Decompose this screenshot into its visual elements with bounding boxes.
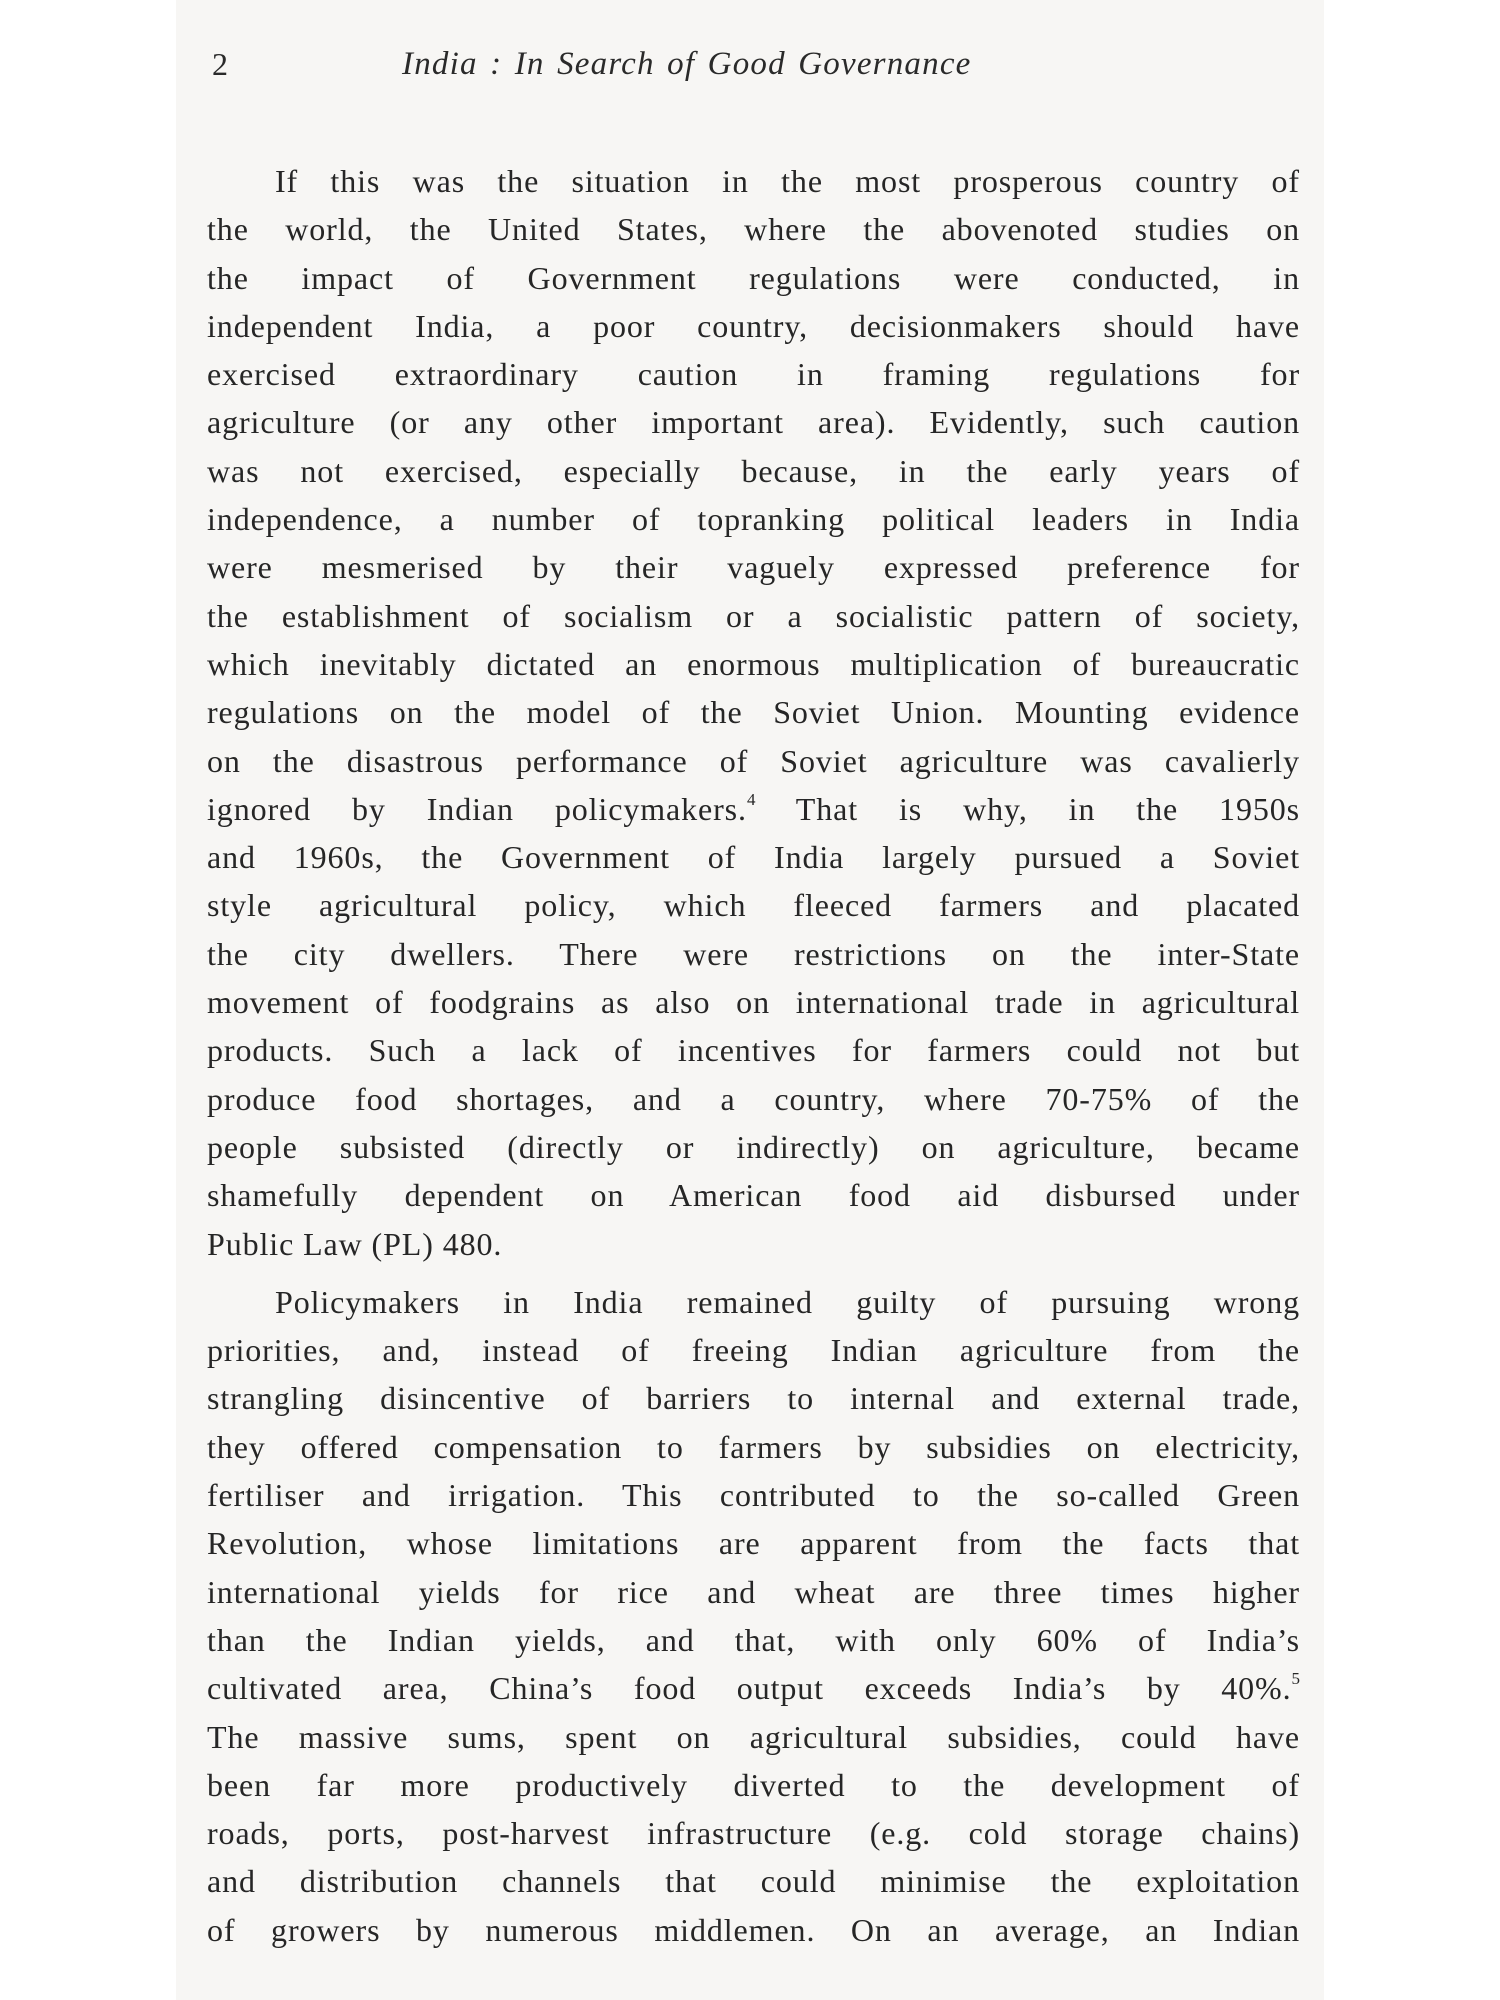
text-line-with-footnote	[207, 1664, 1300, 1712]
text-line: independent India, a poor country, decisionmakers should have	[207, 307, 1300, 344]
text-line: Revolution, whose limitations are apparent from the facts that	[207, 1525, 1300, 1562]
footnote-marker-5[interactable]: 5	[1291, 1669, 1300, 1689]
paragraph-1	[207, 157, 1300, 1268]
text-line: international yields for rice and wheat are three times higher	[207, 1573, 1300, 1610]
page-number: 2	[212, 46, 228, 82]
text-line: independence, a number of topranking political leaders in India	[207, 501, 1300, 538]
book-title: India : In Search of Good Governance	[402, 46, 972, 82]
text-line: the establishment of socialism or a socialistic pattern of society,	[207, 597, 1300, 634]
text-line: were mesmerised by their vaguely expressed preference for	[207, 549, 1300, 586]
footnote-marker-4[interactable]: 4	[746, 789, 756, 809]
text-line: If this was the situation in the most prosperous country of	[275, 163, 1300, 199]
paragraph-2	[207, 1278, 1300, 1954]
text-line: on the disastrous performance of Soviet agriculture was cavalierly	[207, 742, 1300, 779]
text-line: movement of foodgrains as also on international trade in agricultural	[207, 984, 1300, 1021]
text-line: strangling disincentive of barriers to internal and external trade,	[207, 1380, 1300, 1417]
text-line: Public Law (PL) 480.	[207, 1225, 503, 1262]
body-text	[207, 157, 1300, 1954]
text-line: fertiliser and irrigation. This contributed to the so-called Green	[207, 1477, 1300, 1514]
text-line: people subsisted (directly or indirectly) on agriculture, became	[207, 1128, 1300, 1165]
text-line: roads, ports, post-harvest infrastructure (e.g. cold storage chains)	[207, 1815, 1300, 1852]
line-text-after-footnote: That is why, in the 1950s	[755, 790, 1300, 827]
text-line: the impact of Government regulations were conducted, in	[207, 259, 1300, 296]
text-line-with-footnote	[207, 785, 1300, 833]
text-line: been far more productively diverted to the development of	[207, 1766, 1300, 1803]
text-line: of growers by numerous middlemen. On an average, an Indian	[207, 1911, 1300, 1948]
running-header	[212, 44, 1312, 84]
text-line: exercised extraordinary caution in framing regulations for	[207, 356, 1300, 393]
text-line: products. Such a lack of incentives for farmers could not but	[207, 1032, 1300, 1069]
text-line: style agricultural policy, which fleeced farmers and placated	[207, 887, 1300, 924]
text-line: the city dwellers. There were restrictions on the inter-State	[207, 935, 1300, 972]
text-line: and 1960s, the Government of India largely pursued a Soviet	[207, 839, 1300, 876]
text-line: produce food shortages, and a country, where 70-75% of the	[207, 1080, 1300, 1117]
text-line: the world, the United States, where the abovenoted studies on	[207, 211, 1300, 248]
text-line: which inevitably dictated an enormous multiplication of bureaucratic	[207, 645, 1300, 682]
line-text-before-footnote: cultivated area, China’s food output exceeds India’s by 40%.	[207, 1670, 1292, 1707]
text-line: was not exercised, especially because, in the early years of	[207, 452, 1300, 489]
text-line: agriculture (or any other important area). Evidently, such caution	[207, 404, 1300, 441]
text-line: they offered compensation to farmers by subsidies on electricity,	[207, 1428, 1300, 1465]
text-line: and distribution channels that could minimise the exploitation	[207, 1863, 1300, 1900]
text-line: regulations on the model of the Soviet Union. Mounting evidence	[207, 694, 1300, 731]
text-line: than the Indian yields, and that, with only 60% of India’s	[207, 1621, 1300, 1658]
line-text-before-footnote: ignored by Indian policymakers.	[207, 790, 747, 827]
text-line: The massive sums, spent on agricultural subsidies, could have	[207, 1718, 1300, 1755]
text-line: priorities, and, instead of freeing Indian agriculture from the	[207, 1332, 1300, 1369]
text-line: shamefully dependent on American food aid disbursed under	[207, 1177, 1300, 1214]
text-line: Policymakers in India remained guilty of pursuing wrong	[275, 1283, 1300, 1320]
